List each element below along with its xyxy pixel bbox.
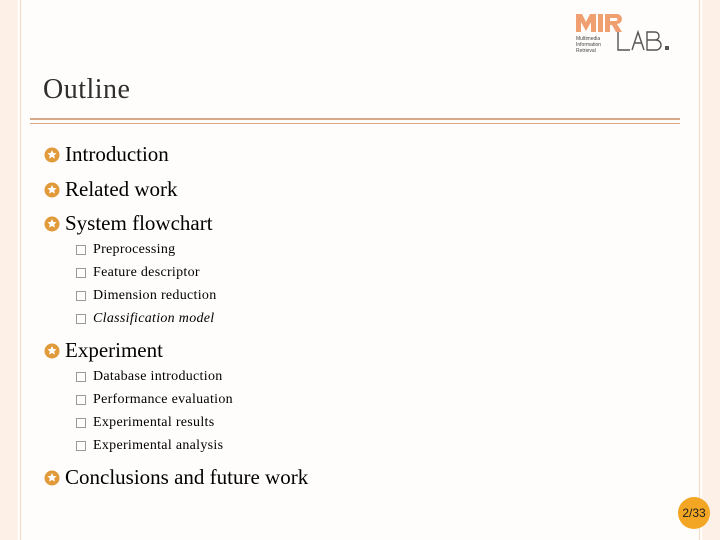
outline-item-conclusions xyxy=(44,465,308,490)
checkbox-bullet-icon xyxy=(76,372,86,382)
outline-subitem xyxy=(76,265,200,281)
outline-item-label: Related work xyxy=(65,177,178,201)
checkbox-bullet-icon xyxy=(76,245,86,255)
outline-subitem-label: Feature descriptor xyxy=(93,265,200,280)
outline-subitem xyxy=(76,288,217,304)
outline-item-system-flowchart xyxy=(44,211,213,236)
bullet-icon xyxy=(44,147,60,163)
bullet-icon xyxy=(44,216,60,232)
outline-item-label: System flowchart xyxy=(65,211,213,235)
outline-item-label: Conclusions and future work xyxy=(65,465,309,489)
outline-subitem xyxy=(76,392,233,408)
title-rule-thick xyxy=(30,118,680,120)
outline-subitem-label: Performance evaluation xyxy=(93,392,233,407)
outline-subitem xyxy=(76,311,215,327)
checkbox-bullet-icon xyxy=(76,395,86,405)
right-border xyxy=(702,0,720,540)
outline-subitem-label: Classification model xyxy=(93,311,215,326)
outline-item-label: Experiment xyxy=(65,338,163,362)
outline-subitem xyxy=(76,369,223,385)
left-border xyxy=(0,0,18,540)
page-number: 2/33 xyxy=(678,497,710,529)
outline-subitem-label: Experimental analysis xyxy=(93,438,224,453)
bullet-icon xyxy=(44,182,60,198)
logo-line-2: Information xyxy=(576,42,602,48)
checkbox-bullet-icon xyxy=(76,441,86,451)
bullet-icon xyxy=(44,470,60,486)
outline-item-related-work xyxy=(44,177,178,202)
outline-subitem xyxy=(76,242,175,258)
mirlab-logo xyxy=(574,10,678,56)
right-border-line xyxy=(699,0,700,540)
checkbox-bullet-icon xyxy=(76,291,86,301)
outline-item-introduction xyxy=(44,142,169,167)
title-rule-thin xyxy=(30,123,680,124)
outline-item-label: Introduction xyxy=(65,142,169,166)
logo-line-3: Retrieval xyxy=(576,48,596,54)
outline-subitem-label: Preprocessing xyxy=(93,242,176,257)
logo-line-1: Multimedia xyxy=(576,36,601,42)
checkbox-bullet-icon xyxy=(76,268,86,278)
outline-subitem-label: Database introduction xyxy=(93,369,223,384)
left-border-line xyxy=(20,0,21,540)
slide-title: Outline xyxy=(43,74,131,105)
outline-subitem-label: Experimental results xyxy=(93,415,215,430)
outline-subitem xyxy=(76,415,214,431)
outline-subitem-label: Dimension reduction xyxy=(93,288,217,303)
outline-subitem xyxy=(76,438,223,454)
outline-item-experiment xyxy=(44,338,163,363)
checkbox-bullet-icon xyxy=(76,314,86,324)
checkbox-bullet-icon xyxy=(76,418,86,428)
bullet-icon xyxy=(44,343,60,359)
